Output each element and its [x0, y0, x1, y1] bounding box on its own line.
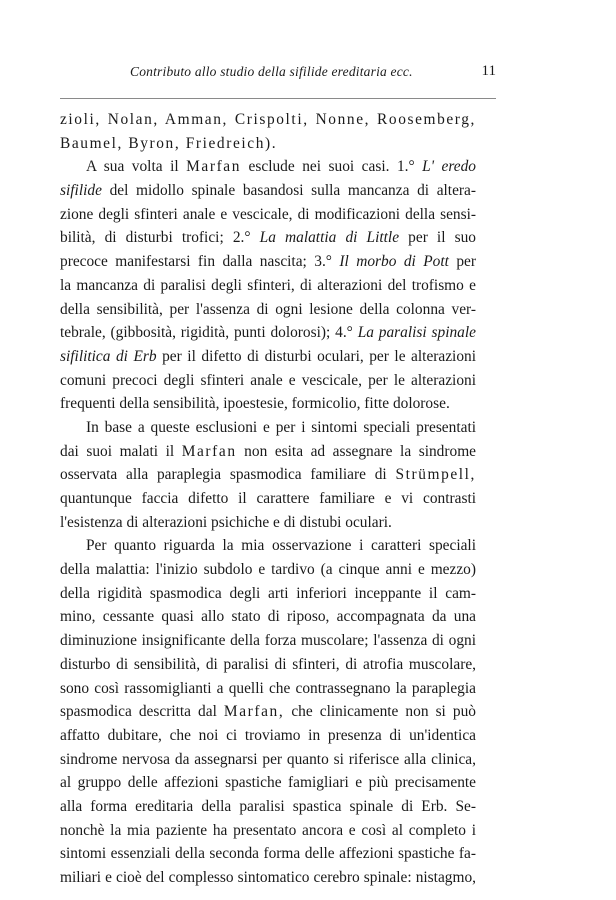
- text-segment: spasmodica descritta dal: [60, 703, 224, 721]
- italic-text: sifilitica di Erb: [60, 347, 157, 365]
- text-segment: sono così rassomiglianti a quelli che contrassegnano la paraplegia: [60, 679, 476, 697]
- italic-text: La malattia di Little: [259, 229, 400, 247]
- text-segment: che clinicamente non si può: [284, 703, 476, 721]
- spaced-name: Marfan,: [223, 703, 285, 721]
- text-segment: sintomi essenziali della seconda forma delle affezioni spastiche fa-: [60, 845, 476, 863]
- text-segment: del midollo spinale basandosi sulla mancanza di altera-: [101, 182, 476, 200]
- text-line: [60, 487, 476, 511]
- text-segment: sindrome nervosa da assegnarsi per quanto si riferisce alla clinica,: [60, 750, 476, 768]
- text-line: [60, 677, 476, 701]
- spaced-name: Marfan: [181, 442, 237, 460]
- header-rule: [60, 98, 496, 99]
- text-segment: comuni precoci degli sfinteri anale e vescicale, per le alterazioni: [60, 371, 476, 389]
- text-segment: disturbo di sensibilità, di paralisi di sfinteri, di atrofia muscolare,: [60, 655, 476, 673]
- text-line: [60, 842, 476, 866]
- text-segment: della rigidità spasmodica degli arti inferiori inceppante il cam-: [60, 584, 476, 602]
- spaced-name: Strümpell,: [395, 466, 476, 484]
- text-line: [60, 321, 476, 345]
- text-line: [60, 463, 476, 487]
- spaced-name: Marfan: [186, 158, 242, 176]
- body-text: [60, 108, 476, 890]
- text-segment: non esita ad assegnare la sindrome: [236, 442, 476, 460]
- text-line: [60, 108, 476, 132]
- text-line: [60, 534, 476, 558]
- text-line: [60, 392, 476, 416]
- page-header: [60, 62, 496, 84]
- italic-text: La paralisi spinale: [357, 324, 476, 342]
- text-line: [60, 629, 476, 653]
- text-line: [60, 132, 476, 156]
- spaced-name: Baumel, Byron, Friedreich).: [60, 134, 278, 152]
- text-line: [60, 700, 476, 724]
- text-line: [60, 748, 476, 772]
- text-segment: diminuzione insignificante della forza muscolare; l'assenza di ogni: [60, 632, 476, 650]
- text-segment: zione degli sfinteri anale e vescicale, di modificazioni della sensi-: [60, 205, 476, 223]
- text-line: [60, 155, 476, 179]
- text-segment: la mancanza di paralisi degli sfinteri, di alterazioni del trofismo e: [60, 276, 476, 294]
- text-line: [60, 605, 476, 629]
- text-line: [60, 369, 476, 393]
- text-line: [60, 582, 476, 606]
- text-line: [60, 298, 476, 322]
- text-segment: nonchè la mia paziente ha presentato ancora e così al completo i: [60, 821, 476, 839]
- text-line: [60, 250, 476, 274]
- text-segment: mino, cessante quasi allo stato di riposo, accompagnata da una: [60, 608, 476, 626]
- text-segment: affatto dubitare, che noi ci troviamo in presenza di un'identica: [60, 726, 476, 744]
- text-segment: per il difetto di disturbi oculari, per le alterazioni: [156, 347, 476, 365]
- text-segment: dai suoi malati il: [60, 442, 182, 460]
- text-line: [60, 345, 476, 369]
- text-line: [60, 819, 476, 843]
- text-segment: precoce manifestarsi fin dalla nascita; 3.°: [60, 253, 340, 271]
- text-segment: per: [448, 253, 476, 271]
- text-segment: l'esistenza di alterazioni psichiche e di distubi oculari.: [60, 513, 392, 531]
- italic-text: Il morbo di Pott: [339, 253, 449, 271]
- text-line: [60, 179, 476, 203]
- text-segment: Per quanto riguarda la mia osservazione i caratteri speciali: [86, 537, 476, 555]
- text-line: [60, 203, 476, 227]
- text-segment: miliari e cioè del complesso sintomatico cerebro spinale: nistagmo,: [60, 869, 476, 886]
- text-line: [60, 866, 476, 890]
- running-title: Contributo allo studio della sifilide ereditaria ecc.: [130, 64, 413, 79]
- page-number: 11: [481, 63, 496, 79]
- text-segment: A sua volta il: [86, 158, 187, 176]
- text-line: [60, 558, 476, 582]
- text-line: [60, 274, 476, 298]
- text-line: [60, 440, 476, 464]
- text-segment: della sensibilità, per l'assenza di ogni lesione della colonna ver-: [60, 300, 476, 318]
- spaced-name: zioli, Nolan, Amman, Crispolti, Nonne, Roosemberg,: [60, 111, 476, 128]
- text-line: [60, 416, 476, 440]
- text-segment: al gruppo delle affezioni spastiche famigliari e più precisamente: [60, 774, 476, 792]
- text-segment: osservata alla paraplegia spasmodica familiare di: [60, 466, 396, 484]
- italic-text: sifilide: [60, 182, 102, 200]
- text-segment: bilità, di disturbi trofici; 2.°: [60, 229, 260, 247]
- text-segment: tebrale, (gibbosità, rigidità, punti dolorosi); 4.°: [60, 324, 358, 342]
- text-segment: In base a queste esclusioni e per i sintomi speciali presentati: [86, 418, 476, 436]
- text-segment: quantunque faccia difetto il carattere familiare e vi contrasti: [60, 490, 476, 507]
- text-segment: alla forma ereditaria della paralisi spastica spinale di Erb. Se-: [60, 797, 476, 815]
- text-segment: esclude nei suoi casi. 1.°: [241, 158, 423, 176]
- text-line: [60, 771, 476, 795]
- text-line: [60, 226, 476, 250]
- text-segment: per il suo: [399, 229, 476, 247]
- text-line: [60, 724, 476, 748]
- text-line: [60, 511, 476, 535]
- text-segment: frequenti della sensibilità, ipoestesie, formicolio, fitte dolorose.: [60, 395, 450, 413]
- text-line: [60, 795, 476, 819]
- text-line: [60, 653, 476, 677]
- italic-text: L' eredo: [422, 158, 476, 176]
- text-segment: della malattia: l'inizio subdolo e tardivo (a cinque anni e mezzo): [60, 561, 476, 579]
